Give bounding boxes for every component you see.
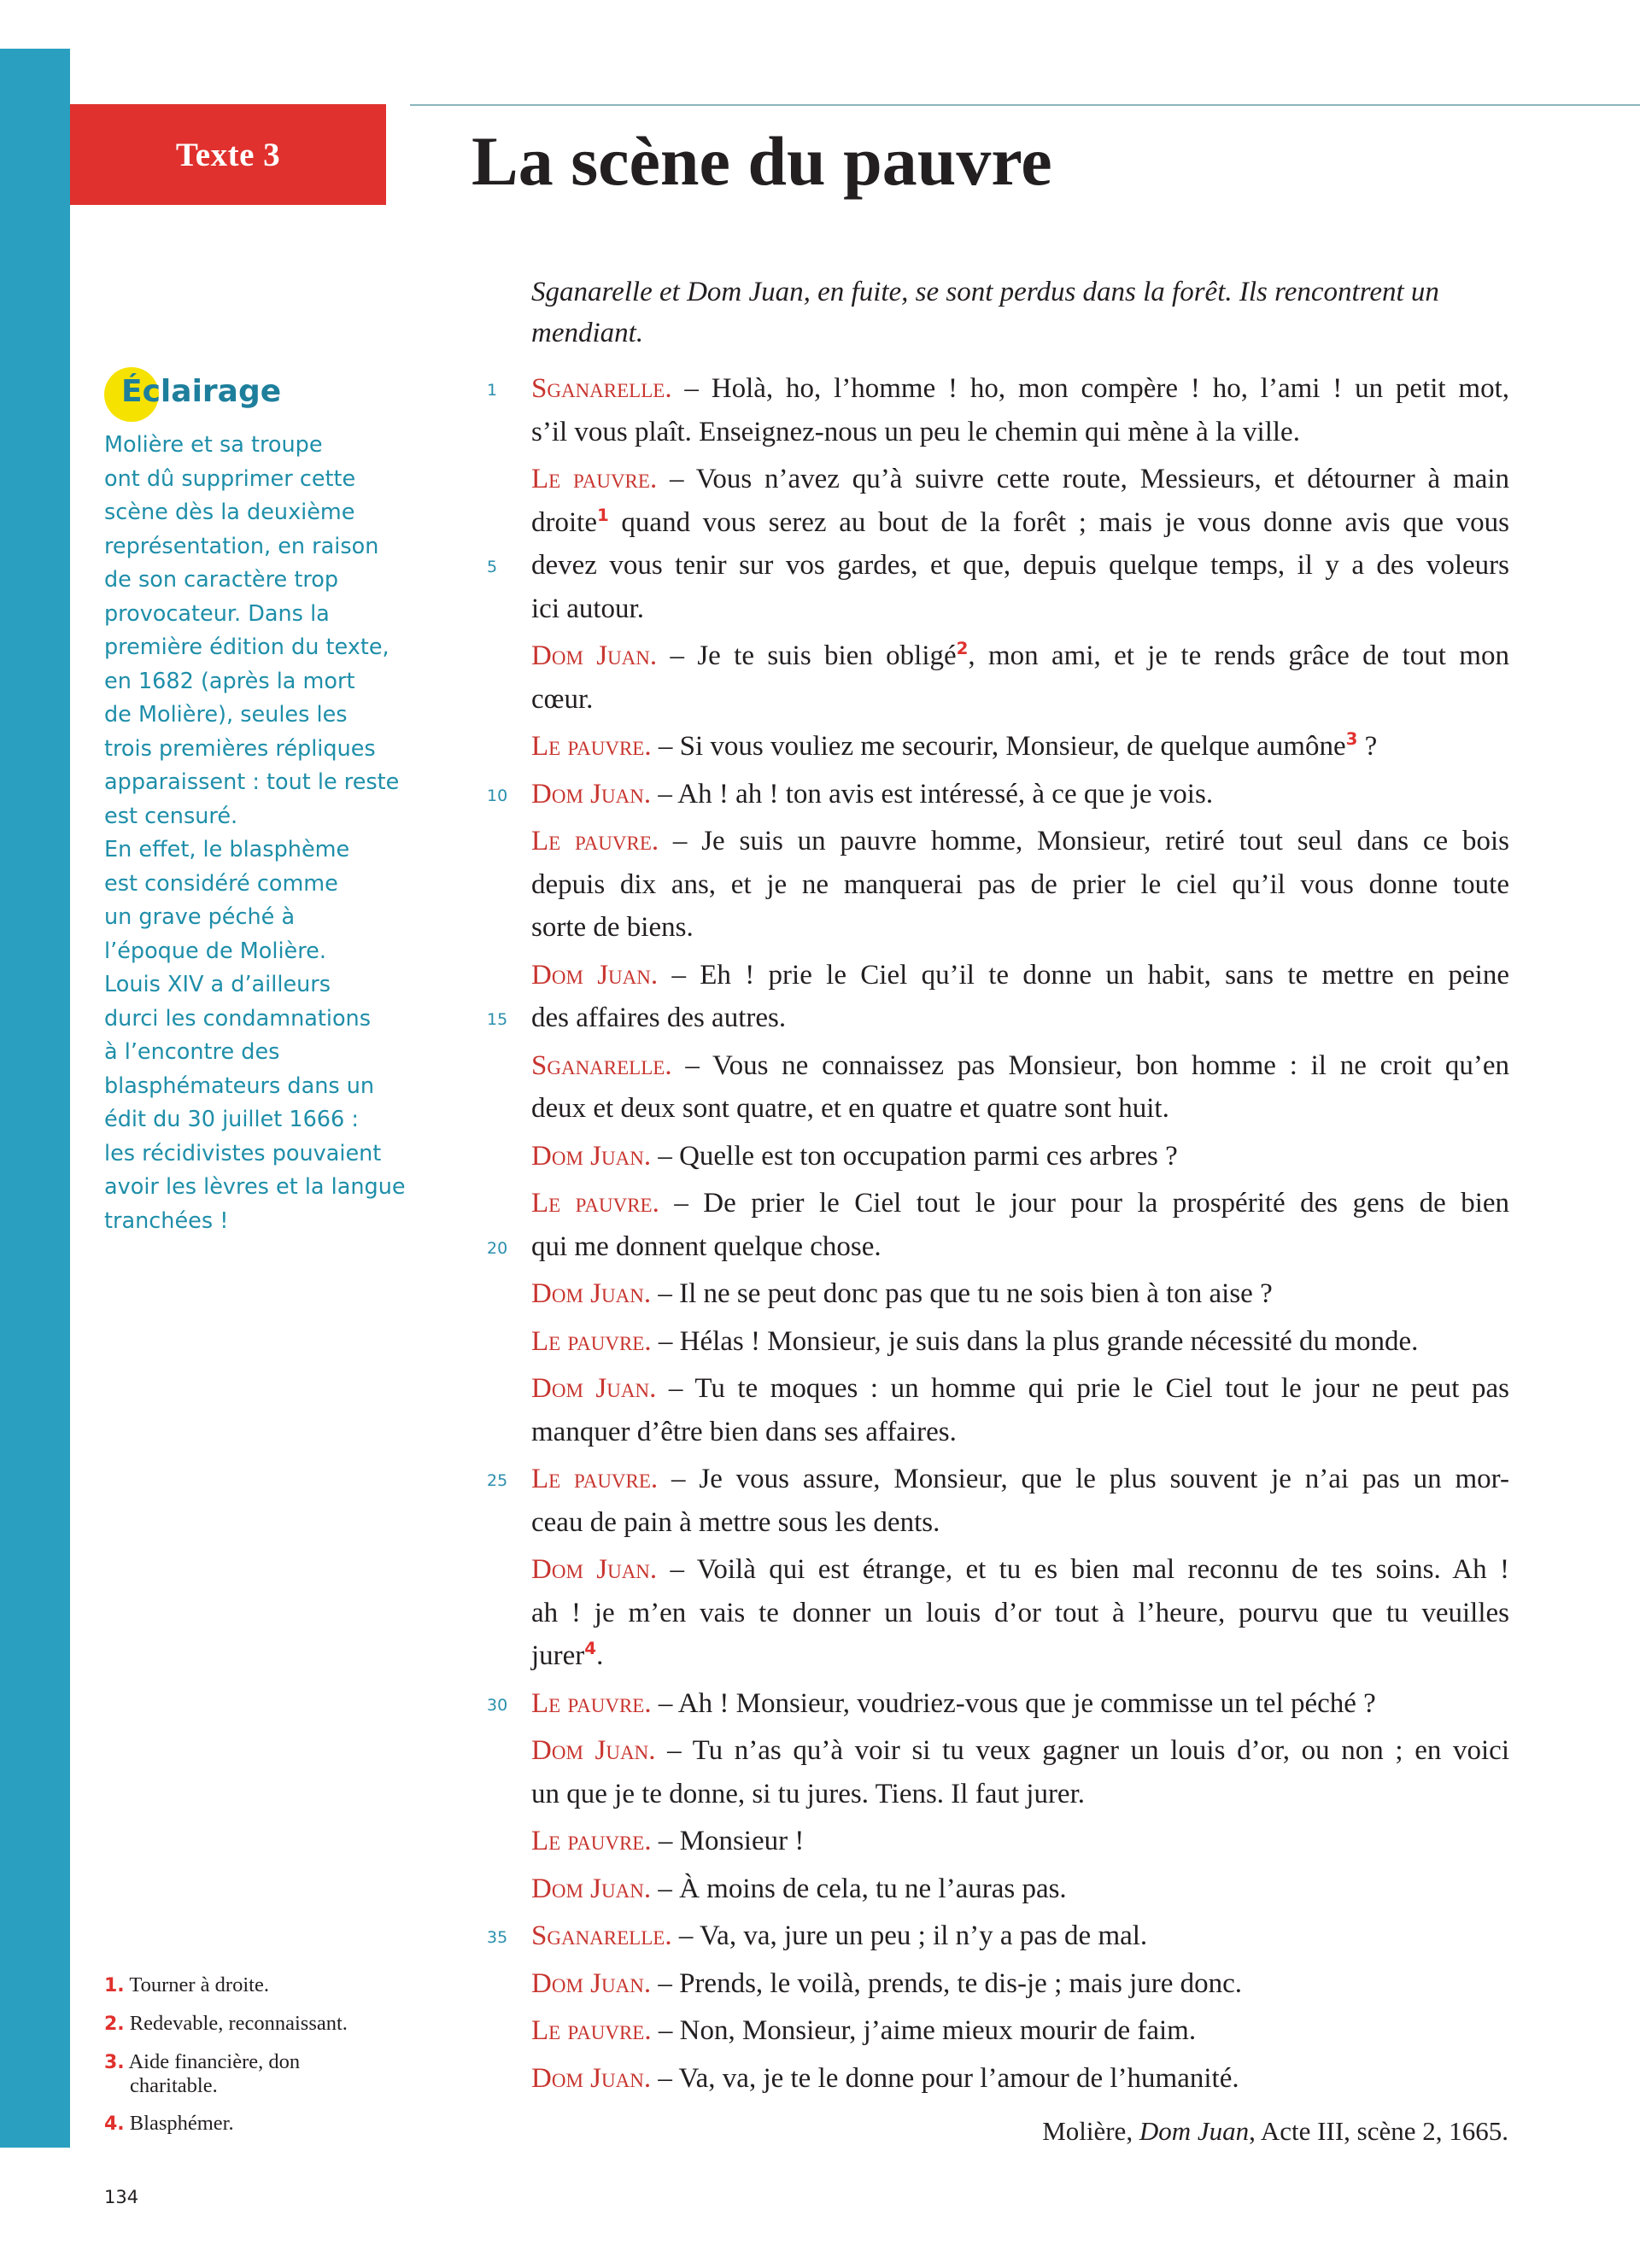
line-text: – Vous ne connaissez pas Monsieur, bon homme : il ne croit qu’en: [671, 1049, 1509, 1081]
line-text: depuis dix ans, et je ne manquerai pas de prier le ciel qu’il vous donne toute: [531, 868, 1509, 900]
line-text: – À moins de cela, tu ne l’auras pas.: [651, 1873, 1067, 1904]
footnote-text: Aide financière, don charitable.: [124, 2050, 301, 2097]
line-text: – Si vous vouliez me secourir, Monsieur, de quelque aumône: [651, 731, 1346, 762]
eclairage-box: [104, 367, 420, 1238]
line-text: ceau de pain à mettre sous les dents.: [531, 1506, 940, 1538]
speaker-name: Le pauvre.: [531, 731, 652, 762]
eclairage-line: de son caractère trop: [104, 567, 339, 593]
text-line: [531, 2009, 1509, 2053]
eclairage-line: les récidivistes pouvaient: [104, 1140, 382, 1166]
text-line: [531, 725, 1509, 769]
footnote-text: Redevable, reconnaissant.: [124, 2012, 348, 2035]
source-citation: [1042, 2116, 1508, 2147]
footnote: [104, 2050, 386, 2097]
speaker-name: Le pauvre.: [531, 1325, 652, 1357]
speaker-name: Dom Juan.: [531, 1735, 656, 1766]
text-line: [487, 367, 1509, 411]
eclairage-line: à l’encontre des: [104, 1039, 280, 1065]
speaker-name: Le pauvre.: [531, 2015, 652, 2046]
speaker-name: Dom Juan.: [531, 1278, 652, 1309]
eclairage-line: représentation, en raison: [104, 533, 379, 559]
text-line: [487, 773, 1509, 816]
speaker-name: Le pauvre.: [531, 1464, 659, 1494]
line-text: – Non, Monsieur, j’aime mieux mourir de faim.: [651, 2015, 1197, 2046]
page-number: 134: [104, 2187, 139, 2207]
source-prefix: Molière,: [1042, 2116, 1139, 2146]
eclairage-line: ont dû supprimer cette: [104, 465, 356, 492]
text-line: [531, 1501, 1509, 1545]
speaker-name: Le pauvre.: [531, 1826, 652, 1856]
footnote: [104, 2012, 386, 2036]
text-line: [487, 1914, 1509, 1958]
header-rule: [410, 104, 1640, 106]
eclairage-line: provocateur. Dans la: [104, 600, 330, 627]
line-text: – Je suis un pauvre homme, Monsieur, retiré tout seul dans ce bois: [659, 826, 1509, 856]
speaker-name: Sganarelle.: [531, 1049, 672, 1081]
text-line: [531, 2057, 1509, 2101]
text-line: [531, 1634, 1509, 1678]
speaker-name: Sganarelle.: [531, 1920, 672, 1951]
footnote: [104, 2112, 386, 2136]
text-line: [531, 1868, 1509, 1911]
footnote-number: 3.: [104, 2052, 125, 2073]
eclairage-line: est considéré comme: [104, 870, 338, 897]
line-text: – Hélas ! Monsieur, je suis dans la plus grande nécessité du monde.: [651, 1325, 1419, 1357]
text-line: [487, 1458, 1509, 1501]
line-text: s’il vous plaît. Enseignez-nous un peu le chemin qui mène à la ville.: [531, 416, 1300, 447]
line-number: 5: [487, 558, 498, 576]
speaker-name: Sganarelle.: [531, 373, 672, 404]
text-label-badge: [70, 104, 386, 205]
line-text: – Je te suis bien obligé: [657, 640, 957, 671]
text-line: [531, 678, 1509, 722]
dialogue: [487, 367, 1510, 2100]
sidebar-color-bar: [0, 49, 70, 2148]
text-line: [531, 906, 1509, 950]
line-text: – Holà, ho, l’homme ! ho, mon compère ! ho, l’ami ! un petit mot,: [671, 373, 1509, 404]
text-line: [531, 1820, 1509, 1863]
line-text: , mon ami, et je te rends grâce de tout mon: [968, 640, 1509, 671]
line-text: jurer: [531, 1640, 585, 1671]
eclairage-line: édit du 30 juillet 1666 :: [104, 1107, 359, 1132]
text-line: [531, 1044, 1509, 1088]
text-line: [487, 1225, 1509, 1269]
eclairage-line: Molière et sa troupe: [104, 432, 323, 458]
text-line: [531, 1962, 1509, 2006]
text-line: [531, 501, 1509, 545]
speaker-name: Dom Juan.: [531, 2062, 652, 2094]
speaker-name: Dom Juan.: [531, 1967, 652, 1999]
eclairage-text: [104, 429, 420, 1238]
footnote: [104, 1973, 386, 1997]
speaker-name: Dom Juan.: [531, 1373, 657, 1404]
source-work: Dom Juan: [1139, 2116, 1250, 2146]
text-line: [531, 1367, 1509, 1411]
text-line: [531, 634, 1509, 678]
eclairage-line: en 1682 (après la mort: [104, 668, 355, 694]
source-suffix: , Acte III, scène 2, 1665.: [1249, 2116, 1508, 2146]
play-excerpt: [487, 272, 1510, 2100]
page-title: La scène du pauvre: [472, 122, 1052, 200]
line-text: .: [596, 1640, 604, 1671]
eclairage-line: tranchées !: [104, 1207, 229, 1234]
text-line: [487, 1682, 1509, 1726]
eclairage-line: avoir les lèvres et la langue: [104, 1174, 406, 1200]
eclairage-line: blasphémateurs dans un: [104, 1073, 375, 1099]
eclairage-line: de Molière), seules les: [104, 702, 348, 728]
eclairage-heading: [104, 367, 420, 422]
eclairage-line: première édition du texte,: [104, 634, 390, 660]
speaker-name: Dom Juan.: [531, 959, 659, 991]
line-text: manquer d’être bien dans ses affaires.: [531, 1416, 957, 1447]
line-text: ici autour.: [531, 593, 644, 624]
footnote-number: 1.: [104, 1975, 125, 1996]
eclairage-line: durci les condamnations: [104, 1005, 372, 1032]
footnote-ref[interactable]: 4: [584, 1639, 597, 1658]
eclairage-line: scène dès la deuxième: [104, 500, 355, 525]
eclairage-line: l’époque de Molière.: [104, 938, 326, 964]
text-line: [531, 1182, 1509, 1225]
line-number: 30: [487, 1695, 508, 1715]
speaker-name: Le pauvre.: [531, 1687, 652, 1719]
line-text: – Monsieur !: [651, 1826, 805, 1856]
text-line: [531, 820, 1509, 863]
eclairage-title: Éclairage: [121, 374, 282, 409]
speaker-name: Dom Juan.: [531, 1873, 652, 1904]
footnote-ref[interactable]: 2: [956, 639, 969, 658]
line-text: – Ah ! ah ! ton avis est intéressé, à ce que je vois.: [651, 778, 1214, 810]
line-text: – Tu n’as qu’à voir si tu veux gagner un louis d’or, ou non ; en voici: [655, 1735, 1509, 1766]
text-line: [487, 997, 1509, 1040]
line-number: 25: [487, 1471, 508, 1490]
line-text: – Je vous assure, Monsieur, que le plus souvent je n’ai pas un mor-: [658, 1464, 1509, 1494]
line-text: – Voilà qui est étrange, et tu es bien mal reconnu de tes soins. Ah !: [657, 1554, 1509, 1585]
text-line: [531, 954, 1509, 997]
line-number: 35: [487, 1928, 508, 1947]
line-text: sorte de biens.: [531, 912, 694, 943]
line-text: – Il ne se peut donc pas que tu ne sois bien à ton aise ?: [651, 1278, 1273, 1309]
text-line: [487, 544, 1509, 587]
text-line: [531, 1320, 1509, 1364]
line-text: quand vous serez au bout de la forêt ; mais je vous donne avis que vous: [608, 506, 1509, 538]
text-line: [531, 458, 1509, 501]
text-line: [531, 1087, 1509, 1131]
eclairage-line: En effet, le blasphème: [104, 837, 350, 862]
line-text: deux et deux sont quatre, et en quatre et quatre sont huit.: [531, 1093, 1169, 1124]
line-text: droite: [531, 506, 597, 538]
text-line: [531, 1729, 1509, 1773]
eclairage-line: Louis XIV a d’ailleurs: [104, 972, 331, 997]
line-text: – Ah ! Monsieur, voudriez-vous que je commisse un tel péché ?: [651, 1687, 1376, 1719]
line-text: – Vous n’avez qu’à suivre cette route, Messieurs, et détourner à main: [657, 464, 1510, 494]
stage-direction: Sganarelle et Dom Juan, en fuite, se sont perdus dans la forêt. Ils rencontrent un mendiant.: [531, 277, 1439, 348]
line-text: cœur.: [531, 683, 594, 715]
line-number: 20: [487, 1238, 508, 1258]
line-text: des affaires des autres.: [531, 1002, 787, 1033]
line-number: 10: [487, 786, 508, 805]
line-text: – Va, va, je te le donne pour l’amour de l’humanité.: [651, 2062, 1239, 2094]
speaker-name: Dom Juan.: [531, 778, 652, 810]
text-label: Texte 3: [175, 136, 281, 173]
line-text: ah ! je m’en vais te donner un louis d’or tout à l’heure, pourvu que tu veuilles: [531, 1597, 1509, 1628]
line-text: – De prier le Ciel tout le jour pour la prospérité des gens de bien: [659, 1188, 1510, 1219]
footnote-text: Tourner à droite.: [124, 1973, 269, 1996]
eclairage-line: est censuré.: [104, 803, 238, 829]
text-line: [531, 1135, 1509, 1178]
text-line: [531, 863, 1509, 907]
line-text: – Quelle est ton occupation parmi ces arbres ?: [651, 1140, 1178, 1172]
text-line: [531, 411, 1509, 454]
line-text: ?: [1357, 731, 1378, 762]
speaker-name: Le pauvre.: [531, 1188, 659, 1219]
eclairage-line: un grave péché à: [104, 904, 296, 930]
footnote-text: Blasphémer.: [124, 2112, 234, 2135]
speaker-name: Le pauvre.: [531, 826, 659, 856]
line-text: – Va, va, jure un peu ; il n’y a pas de mal.: [671, 1920, 1148, 1951]
footnote-number: 4.: [104, 2113, 125, 2135]
text-line: [531, 1272, 1509, 1316]
eclairage-line: apparaissent : tout le reste: [104, 769, 400, 795]
line-number: 1: [487, 381, 498, 400]
line-text: – Prends, le voilà, prends, te dis-je ; mais jure donc.: [651, 1967, 1243, 1999]
line-text: un que je te donne, si tu jures. Tiens. Il faut jurer.: [531, 1778, 1085, 1809]
text-line: [531, 1592, 1509, 1635]
line-text: qui me donnent quelque chose.: [531, 1230, 882, 1262]
line-text: – Eh ! prie le Ciel qu’il te donne un habit, sans te mettre en peine: [658, 959, 1509, 991]
line-text: devez vous tenir sur vos gardes, et que, depuis quelque temps, il y a des voleurs: [531, 550, 1509, 581]
line-number: 15: [487, 1010, 508, 1029]
text-line: [531, 1773, 1509, 1816]
eclairage-line: trois premières répliques: [104, 735, 376, 762]
footnote-number: 2.: [104, 2014, 125, 2035]
speaker-name: Le pauvre.: [531, 464, 658, 494]
text-line: [531, 1411, 1509, 1454]
speaker-name: Dom Juan.: [531, 1554, 658, 1585]
text-line: [531, 587, 1509, 631]
speaker-name: Dom Juan.: [531, 1140, 652, 1172]
text-line: [531, 1548, 1509, 1592]
footnote-ref[interactable]: 1: [596, 505, 609, 525]
line-text: – Tu te moques : un homme qui prie le Ciel tout le jour ne peut pas: [656, 1373, 1509, 1404]
speaker-name: Dom Juan.: [531, 640, 658, 671]
footnote-ref[interactable]: 3: [1345, 729, 1358, 749]
footnotes: [104, 1973, 386, 2150]
